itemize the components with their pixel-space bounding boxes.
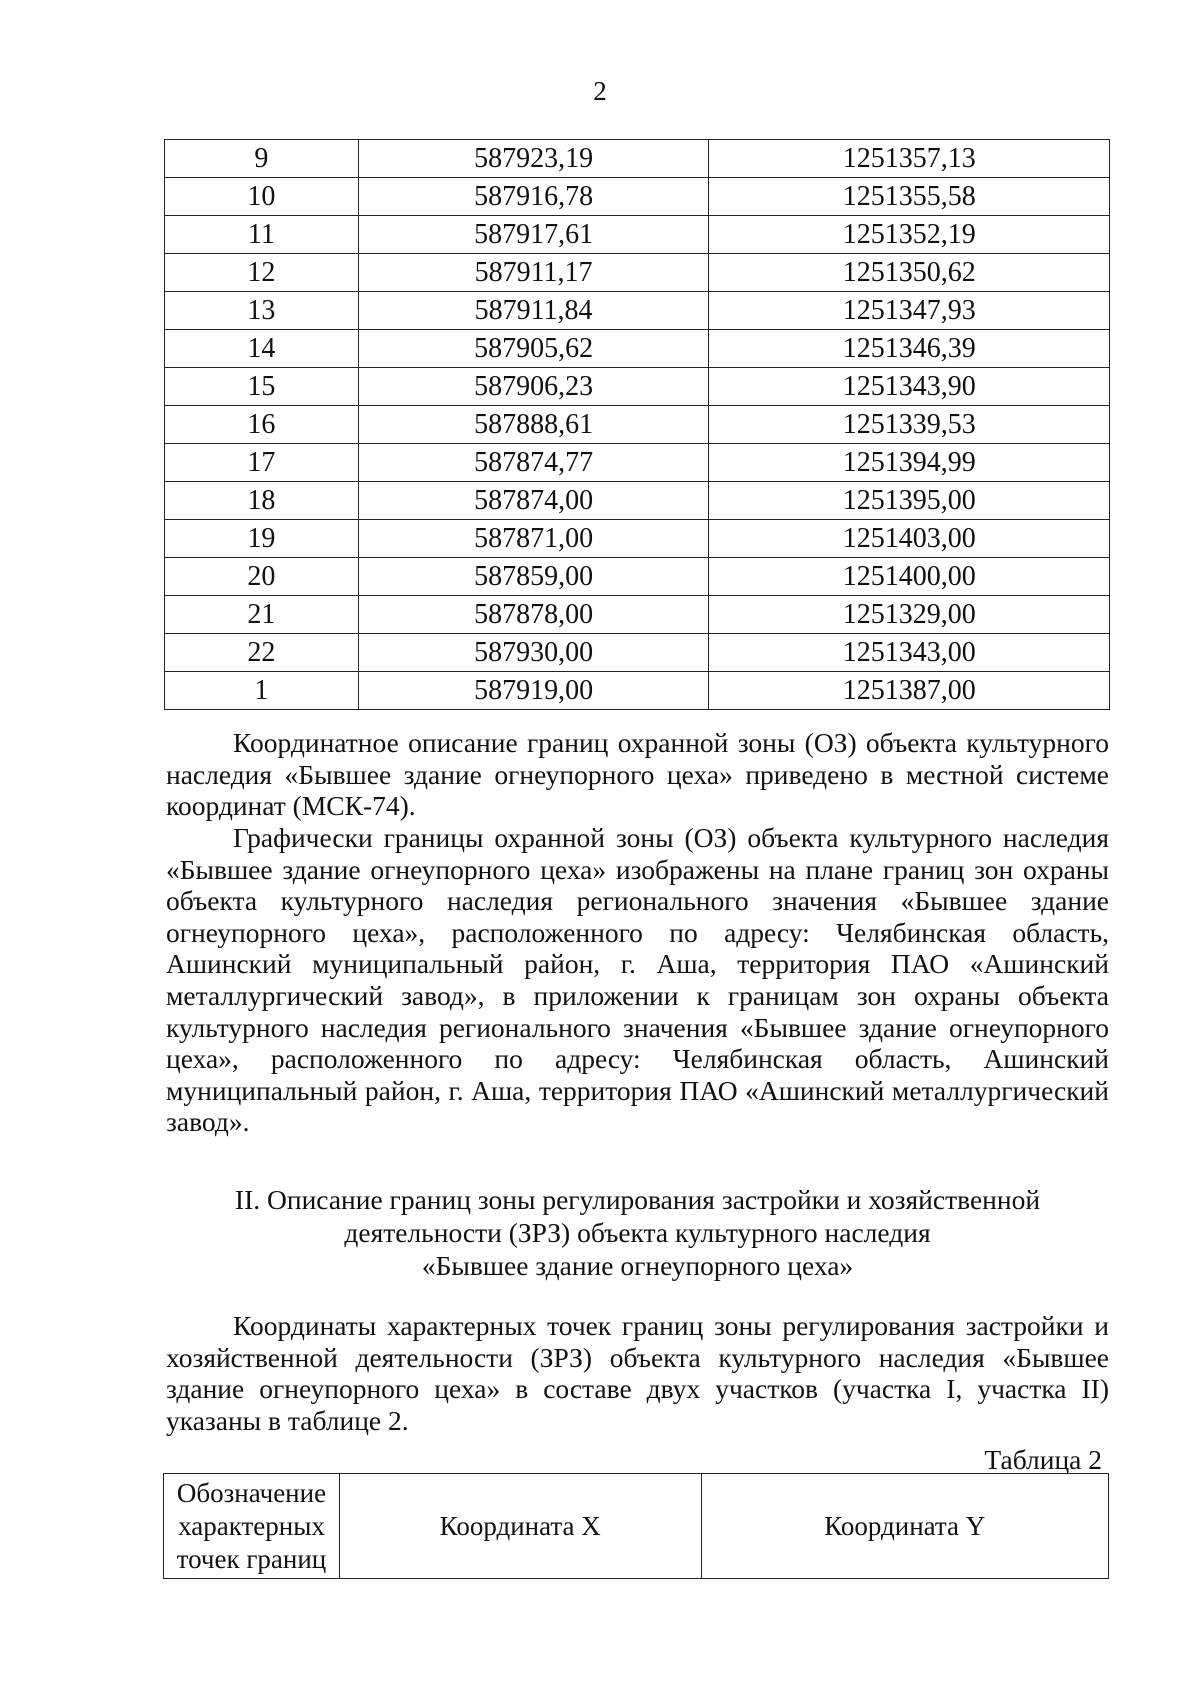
- cell-coordinate-x: 587905,62: [358, 330, 709, 368]
- cell-coordinate-x: 587917,61: [358, 216, 709, 254]
- table-caption: Таблица 2: [984, 1444, 1102, 1475]
- cell-point-number: 9: [165, 140, 359, 178]
- cell-coordinate-y: 1251400,00: [709, 558, 1110, 596]
- header-designation-line: точек границ: [176, 1543, 327, 1574]
- cell-point-number: 13: [165, 292, 359, 330]
- table-row: [165, 406, 1110, 444]
- cell-coordinate-y: 1251394,99: [709, 444, 1110, 482]
- cell-coordinate-y: 1251347,93: [709, 292, 1110, 330]
- cell-coordinate-x: 587874,77: [358, 444, 709, 482]
- cell-coordinate-x: 587911,84: [358, 292, 709, 330]
- table-row: [165, 672, 1110, 710]
- cell-point-number: 20: [165, 558, 359, 596]
- section-heading: [166, 1183, 1109, 1282]
- table-row: [165, 254, 1110, 292]
- cell-coordinate-x: 587906,23: [358, 368, 709, 406]
- paragraph-coordinate-description: [166, 727, 1109, 822]
- cell-point-number: 11: [165, 216, 359, 254]
- table-row: [165, 444, 1110, 482]
- cell-coordinate-y: 1251343,00: [709, 634, 1110, 672]
- section-heading-line: «Бывшее здание огнеупорного цеха»: [421, 1250, 854, 1281]
- cell-coordinate-x: 587888,61: [358, 406, 709, 444]
- header-coordinate-y: Координата Y: [701, 1474, 1109, 1579]
- table-row: [165, 482, 1110, 520]
- table-row: [165, 140, 1110, 178]
- coordinates-table-1-body: [165, 140, 1110, 710]
- cell-coordinate-y: 1251346,39: [709, 330, 1110, 368]
- cell-point-number: 16: [165, 406, 359, 444]
- cell-point-number: 18: [165, 482, 359, 520]
- table-row: [165, 368, 1110, 406]
- cell-coordinate-x: 587859,00: [358, 558, 709, 596]
- paragraph-graphic-boundaries: [166, 822, 1109, 1138]
- cell-point-number: 19: [165, 520, 359, 558]
- cell-coordinate-y: 1251403,00: [709, 520, 1110, 558]
- cell-coordinate-y: 1251395,00: [709, 482, 1110, 520]
- table-row: [165, 558, 1110, 596]
- cell-point-number: 10: [165, 178, 359, 216]
- table-row: [165, 292, 1110, 330]
- cell-coordinate-x: 587930,00: [358, 634, 709, 672]
- cell-point-number: 12: [165, 254, 359, 292]
- cell-coordinate-y: 1251357,13: [709, 140, 1110, 178]
- cell-coordinate-x: 587878,00: [358, 596, 709, 634]
- cell-coordinate-x: 587916,78: [358, 178, 709, 216]
- cell-coordinate-x: 587919,00: [358, 672, 709, 710]
- table-row: [165, 634, 1110, 672]
- cell-coordinate-x: 587874,00: [358, 482, 709, 520]
- cell-coordinate-y: 1251387,00: [709, 672, 1110, 710]
- cell-coordinate-y: 1251329,00: [709, 596, 1110, 634]
- cell-coordinate-y: 1251339,53: [709, 406, 1110, 444]
- table-row: [165, 596, 1110, 634]
- cell-point-number: 15: [165, 368, 359, 406]
- table-row: [165, 178, 1110, 216]
- coordinates-table-2: [163, 1473, 1109, 1579]
- paragraph-text: Координаты характерных точек границ зоны регулирования застройки и хозяйственной деятельности (ЗРЗ) объекта культурного наследия «Бывшее здание огнеупорного цеха» в составе двух участков (участка I, участка II) указаны в таблице 2.: [166, 1310, 1109, 1436]
- cell-coordinate-y: 1251352,19: [709, 216, 1110, 254]
- table-row: [165, 216, 1110, 254]
- header-designation-line: характерных: [178, 1510, 325, 1541]
- cell-point-number: 21: [165, 596, 359, 634]
- cell-coordinate-y: 1251343,90: [709, 368, 1110, 406]
- cell-coordinate-y: 1251355,58: [709, 178, 1110, 216]
- table-header-row: [164, 1474, 1109, 1579]
- cell-coordinate-y: 1251350,62: [709, 254, 1110, 292]
- table-row: [165, 330, 1110, 368]
- paragraph-zrz-coordinates: [166, 1310, 1109, 1436]
- coordinates-table-1: [164, 139, 1110, 710]
- header-coordinate-x: Координата X: [339, 1474, 701, 1579]
- header-designation: [164, 1474, 340, 1579]
- cell-point-number: 14: [165, 330, 359, 368]
- cell-point-number: 1: [165, 672, 359, 710]
- table-row: [165, 520, 1110, 558]
- section-heading-line: II. Описание границ зоны регулирования застройки и хозяйственной: [234, 1184, 1041, 1215]
- cell-coordinate-x: 587911,17: [358, 254, 709, 292]
- paragraph-text: Графически границы охранной зоны (ОЗ) объекта культурного наследия «Бывшее здание огнеупорного цеха» изображены на плане границ зон охраны объекта культурного наследия регионального значения «Бывшее здание огнеупорного цеха», расположенного по адресу: Челябинская область, Ашинский муниципальный район, г. Аша, территория ПАО «Ашинский металлургический завод», в приложении к границам зон охраны объекта культурного наследия регионального значения «Бывшее здание огнеупорного цеха», расположенного по адресу: Челябинская область, Ашинский муниципальный район, г. Аша, территория ПАО «Ашинский металлургический завод».: [166, 822, 1109, 1138]
- cell-point-number: 22: [165, 634, 359, 672]
- cell-point-number: 17: [165, 444, 359, 482]
- section-heading-line: деятельности (ЗРЗ) объекта культурного наследия: [344, 1217, 931, 1248]
- paragraph-text: Координатное описание границ охранной зоны (ОЗ) объекта культурного наследия «Бывшее здание огнеупорного цеха» приведено в местной системе координат (МСК-74).: [166, 727, 1109, 822]
- cell-coordinate-x: 587923,19: [358, 140, 709, 178]
- header-designation-line: Обозначение: [176, 1477, 327, 1508]
- cell-coordinate-x: 587871,00: [358, 520, 709, 558]
- page-number: 2: [593, 76, 607, 106]
